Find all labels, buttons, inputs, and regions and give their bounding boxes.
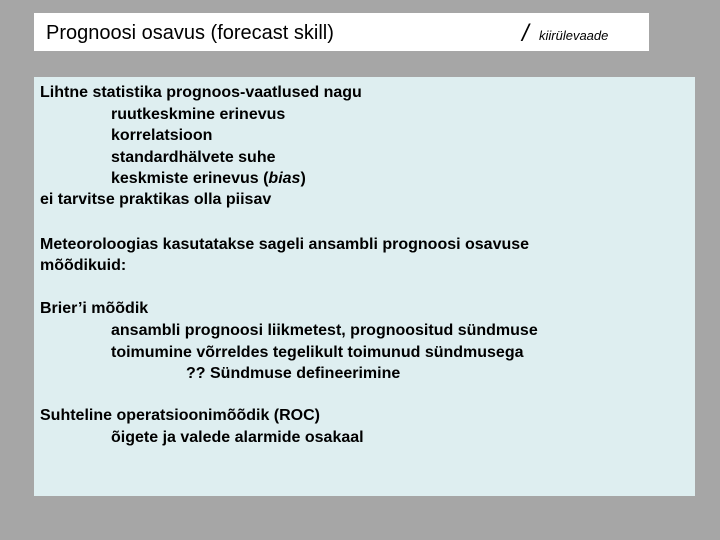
block4-line1: õigete ja valede alarmide osakaal [111, 429, 364, 446]
block2-line1: Meteoroloogias kasutatakse sageli ansambli prognoosi osavuse [40, 236, 530, 253]
title-separator: / [522, 20, 529, 47]
block3-line1: ansambli prognoosi liikmetest, prognoositud sündmuse [111, 322, 538, 339]
block1-item-std-ratio: standardhälvete suhe [111, 149, 276, 166]
bias-prefix: keskmiste erinevus ( [111, 170, 269, 187]
block2-line2: mõõdikuid: [40, 257, 127, 274]
block1-intro: Lihtne statistika prognoos-vaatlused nagu [40, 84, 362, 101]
page-title: Prognoosi osavus (forecast skill) [46, 22, 334, 44]
bias-term: bias [268, 170, 301, 187]
block1-item-rmse: ruutkeskmine erinevus [111, 106, 286, 123]
block3-heading: Brier’i mõõdik [40, 300, 149, 317]
page-subtitle: kiirülevaade [539, 28, 609, 43]
content-box [34, 77, 695, 496]
bias-suffix: ) [300, 170, 306, 187]
title-box [34, 13, 649, 51]
block3-line2: toimumine võrreldes tegelikult toimunud sündmusega [111, 344, 524, 361]
block1-item-bias [111, 168, 306, 189]
block4-heading: Suhteline operatsioonimõõdik (ROC) [40, 407, 321, 424]
block3-line3: ?? Sündmuse defineerimine [186, 365, 401, 382]
block1-outro: ei tarvitse praktikas olla piisav [40, 191, 272, 208]
block1-item-correlation: korrelatsioon [111, 127, 213, 144]
